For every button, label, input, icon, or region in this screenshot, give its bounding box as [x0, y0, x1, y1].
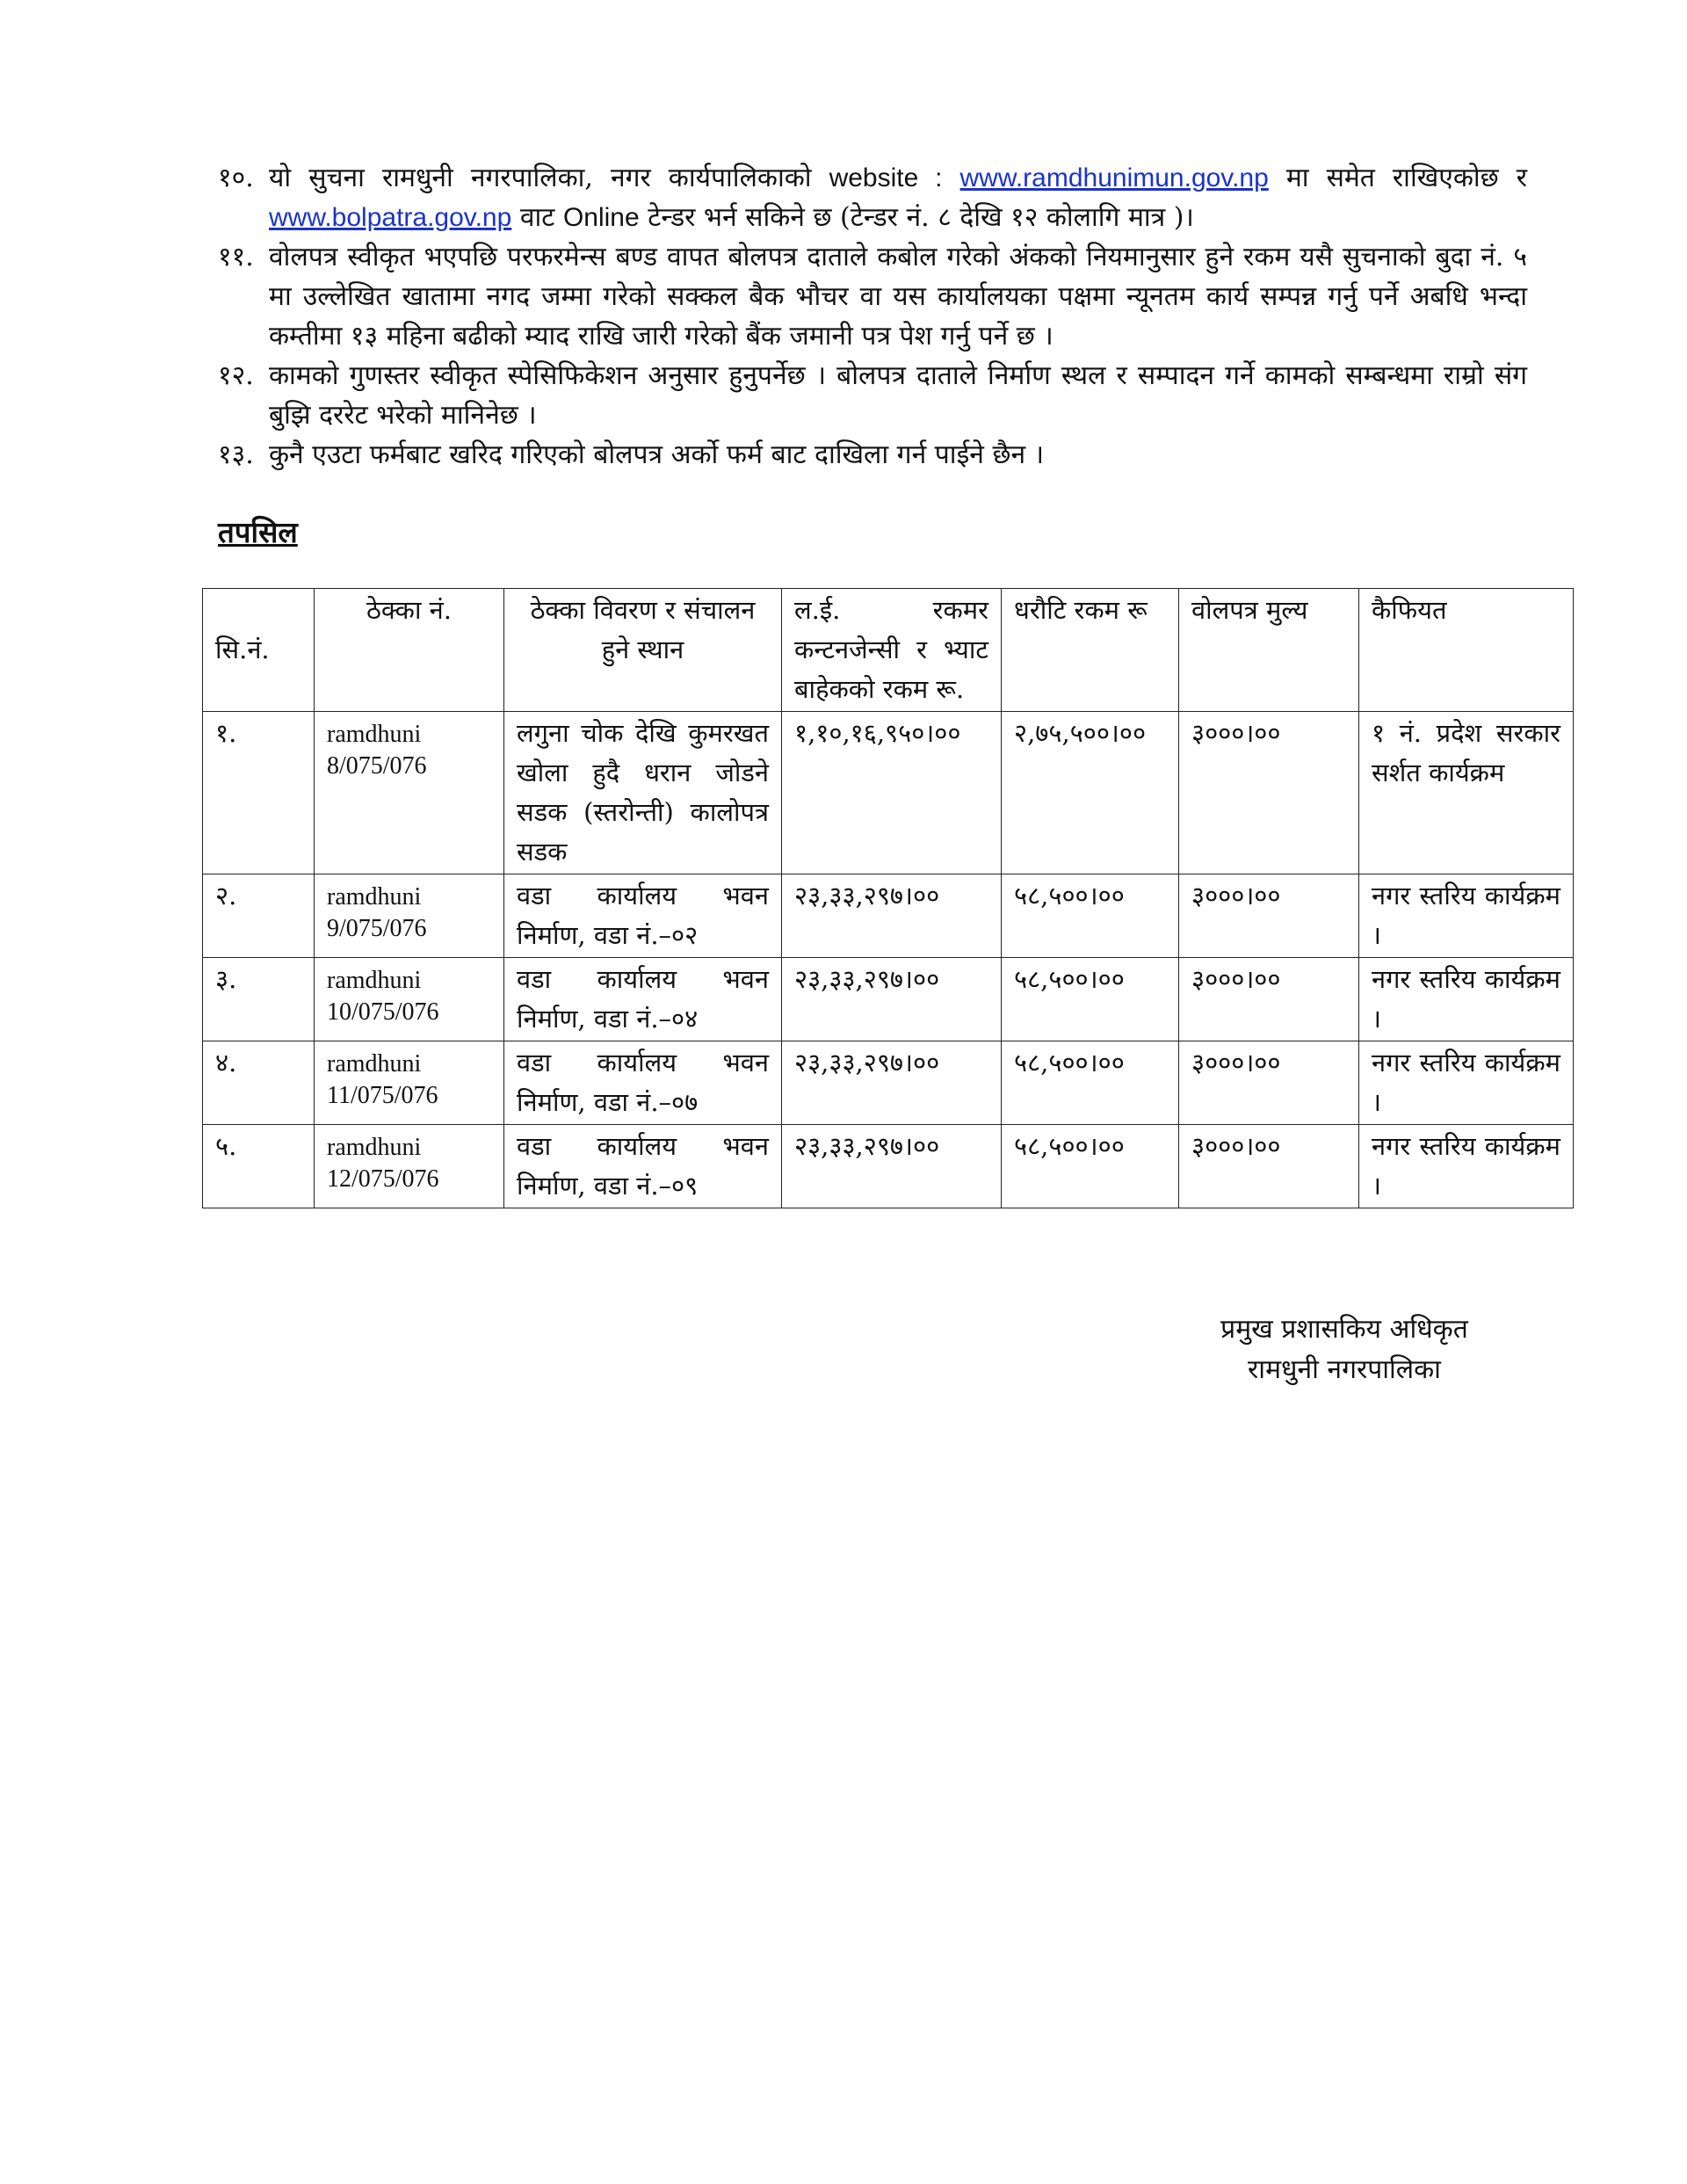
clause-text: कामको गुणस्तर स्वीकृत स्पेसिफिकेशन अनुसार हुनुपर्नेछ । बोलपत्र दाताले निर्माण स्थल र सम्पादन गर्ने कामको सम्बन्धमा राम्रो संग बुझि दररेट भरेको मानिनेछ । — [269, 360, 1527, 431]
cell-estimated-amount: १,१०,१६,९५०।०० — [782, 712, 1002, 874]
cell-description: वडा कार्यालय भवन निर्माण, वडा नं.–०९ — [504, 1125, 782, 1208]
cell-serial-number: ४. — [203, 1041, 315, 1125]
cell-contract-number: ramdhuni 10/075/076 — [315, 958, 504, 1041]
cell-serial-number: १. — [203, 712, 315, 874]
cell-description: वडा कार्यालय भवन निर्माण, वडा नं.–०७ — [504, 1041, 782, 1125]
cell-serial-number: ५. — [203, 1125, 315, 1208]
cell-estimated-amount: २३,३३,२९७।०० — [782, 874, 1002, 958]
header-remarks: कैफियत — [1359, 589, 1574, 712]
clause-text — [269, 158, 1527, 237]
clause-number: १३. — [218, 439, 254, 470]
online-label: Online — [562, 203, 640, 232]
cell-estimated-amount: २३,३३,२९७।०० — [782, 958, 1002, 1041]
cell-contract-number: ramdhuni 8/075/076 — [315, 712, 504, 874]
header-serial-number: सि.नं. — [203, 589, 315, 712]
table-row — [203, 1125, 1574, 1208]
cell-remarks: नगर स्तरिय कार्यक्रम । — [1359, 1041, 1574, 1125]
cell-deposit-amount: ५८,५००।०० — [1002, 1041, 1179, 1125]
clause-10-text-part: मा समेत राखिएकोछ र — [1285, 163, 1527, 193]
cell-serial-number: ३. — [203, 958, 315, 1041]
cell-tender-price: ३०००।०० — [1179, 1041, 1359, 1125]
table-row — [203, 874, 1574, 958]
table-row — [203, 1041, 1574, 1125]
cell-description: वडा कार्यालय भवन निर्माण, वडा नं.–०२ — [504, 874, 782, 958]
header-tender-price: वोलपत्र मुल्य — [1179, 589, 1359, 712]
clause-10-text-part: टेन्डर भर्न सकिने छ (टेन्डर नं. ८ देखि १२ कोलागि मात्र )। — [648, 202, 1194, 233]
clause-11 — [218, 237, 1527, 356]
cell-deposit-amount: ५८,५००।०० — [1002, 874, 1179, 958]
clause-10 — [218, 158, 1527, 237]
tender-schedule-table — [202, 588, 1574, 1208]
clause-number: १०. — [218, 163, 254, 193]
header-description: ठेक्का विवरण र संचालन हुने स्थान — [504, 589, 782, 712]
clause-number: ११. — [218, 242, 254, 272]
cell-deposit-amount: ५८,५००।०० — [1002, 1125, 1179, 1208]
cell-remarks: १ नं. प्रदेश सरकार सर्शत कार्यक्रम — [1359, 712, 1574, 874]
header-deposit-amount: धरौटि रकम रू — [1002, 589, 1179, 712]
clause-number: १२. — [218, 360, 254, 391]
table-header-row — [203, 589, 1574, 712]
table-row — [203, 712, 1574, 874]
cell-description: वडा कार्यालय भवन निर्माण, वडा नं.–०४ — [504, 958, 782, 1041]
cell-tender-price: ३०००।०० — [1179, 1125, 1359, 1208]
cell-estimated-amount: २३,३३,२९७।०० — [782, 1125, 1002, 1208]
clause-12 — [218, 356, 1527, 435]
header-estimated-amount: ल.ई. रकमर कन्टनजेन्सी र भ्याट बाहेकको रकम रू. — [782, 589, 1002, 712]
cell-estimated-amount: २३,३३,२९७।०० — [782, 1041, 1002, 1125]
clause-10-text-part: यो सुचना रामधुनी नगरपालिका, नगर कार्यपालिकाको — [269, 163, 812, 193]
schedule-heading: तपसिल — [218, 515, 298, 549]
cell-tender-price: ३०००।०० — [1179, 958, 1359, 1041]
clause-text: वोलपत्र स्वीकृत भएपछि परफरमेन्स बण्ड वापत बोलपत्र दाताले कबोल गरेको अंकको नियमानुसार हुने रकम यसै सुचनाको बुदा नं. ५ मा उल्लेखित खातामा नगद जम्मा गरेको सक्कल बैक भौचर वा यस कार्यालयका पक्षमा न्यूनतम कार्य सम्पन्न गर्नु पर्ने अबधि भन्दा कम्तीमा १३ महिना बढीको म्याद राखि जारी गरेको बैंक जमानी पत्र पेश गर्नु पर्ने छ । — [269, 242, 1527, 352]
notice-clauses — [218, 158, 1527, 475]
cell-contract-number: ramdhuni 12/075/076 — [315, 1125, 504, 1208]
bolpatra-website-link[interactable]: www.bolpatra.gov.np — [269, 203, 512, 232]
clause-10-text-part: वाट — [519, 202, 555, 233]
cell-serial-number: २. — [203, 874, 315, 958]
cell-tender-price: ३०००।०० — [1179, 712, 1359, 874]
cell-tender-price: ३०००।०० — [1179, 874, 1359, 958]
cell-contract-number: ramdhuni 9/075/076 — [315, 874, 504, 958]
ramdhunimun-website-link[interactable]: www.ramdhunimun.gov.np — [959, 163, 1269, 192]
cell-remarks: नगर स्तरिय कार्यक्रम । — [1359, 958, 1574, 1041]
cell-deposit-amount: २,७५,५००।०० — [1002, 712, 1179, 874]
header-contract-number: ठेक्का नं. — [315, 589, 504, 712]
table-row — [203, 958, 1574, 1041]
cell-description: लगुना चोक देखि कुमरखत खोला हुदै धरान जोडने सडक (स्तरोन्ती) कालोपत्र सडक — [504, 712, 782, 874]
cell-deposit-amount: ५८,५००।०० — [1002, 958, 1179, 1041]
signature-block — [1195, 1310, 1494, 1390]
website-label: website : — [829, 163, 943, 192]
signatory-title: प्रमुख प्रशासकिय अधिकृत — [1220, 1314, 1468, 1345]
clause-13 — [218, 435, 1527, 475]
cell-remarks: नगर स्तरिय कार्यक्रम । — [1359, 1125, 1574, 1208]
clause-text: कुनै एउटा फर्मबाट खरिद गरिएको बोलपत्र अर्को फर्म बाट दाखिला गर्न पाईने छैन । — [269, 439, 1045, 470]
cell-remarks: नगर स्तरिय कार्यक्रम । — [1359, 874, 1574, 958]
cell-contract-number: ramdhuni 11/075/076 — [315, 1041, 504, 1125]
signatory-office: रामधुनी नगरपालिका — [1248, 1354, 1441, 1385]
